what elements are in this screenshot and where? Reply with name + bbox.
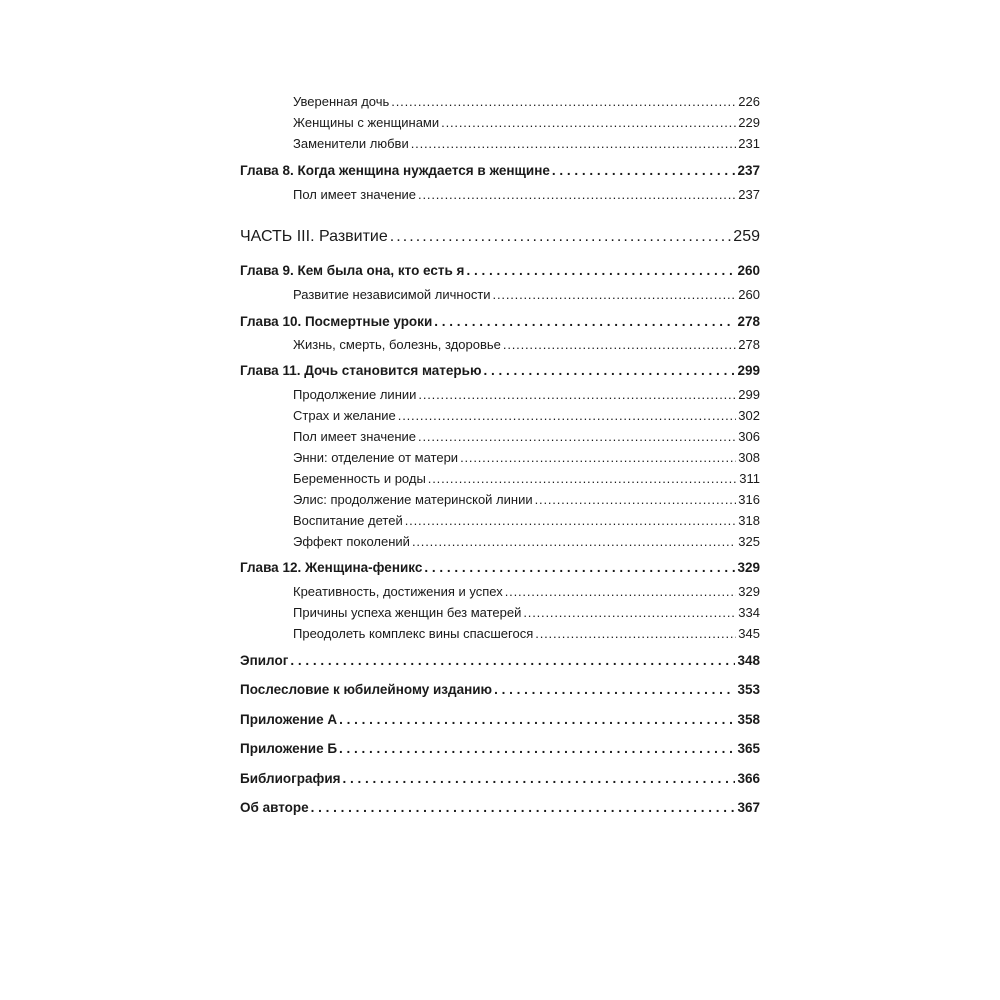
toc-entry-title: Об авторе <box>240 800 309 815</box>
toc-entry-title: Элис: продолжение материнской линии <box>293 492 533 507</box>
toc-page-number: 325 <box>738 534 760 549</box>
toc-entry-title: Глава 10. Посмертные уроки <box>240 314 433 329</box>
toc-subsection <box>293 116 760 129</box>
toc-entry-title: Заменители любви <box>293 136 409 151</box>
toc-subsection <box>293 137 760 150</box>
toc-entry-title: Пол имеет значение <box>293 429 417 444</box>
dot-leader <box>418 430 736 443</box>
dot-leader <box>339 713 735 727</box>
toc-entry-title: Жизнь, смерть, болезнь, здоровье <box>293 337 501 352</box>
toc-part <box>240 229 760 245</box>
toc-subsection <box>293 95 760 108</box>
toc-page-number: 329 <box>738 584 760 599</box>
toc-entry-title: Эффект поколений <box>293 534 410 549</box>
toc-entry-title: Пол имеет значение <box>293 187 417 202</box>
toc-entry-title: Преодолеть комплекс вины спасшегося <box>293 626 534 641</box>
dot-leader <box>339 742 735 756</box>
dot-leader <box>494 683 735 697</box>
dot-leader <box>460 451 736 464</box>
toc-page-number: 259 <box>733 228 760 245</box>
toc-entry-title: Глава 8. Когда женщина нуждается в женщине <box>240 163 550 178</box>
toc-page-number: 308 <box>738 450 760 465</box>
dot-leader <box>411 137 737 150</box>
dot-leader <box>523 606 736 619</box>
toc-page-number: 353 <box>737 682 760 697</box>
toc-page-number: 237 <box>738 187 760 202</box>
dot-leader <box>412 535 736 548</box>
toc-page-number: 366 <box>737 771 760 786</box>
toc-chapter <box>240 772 760 786</box>
dot-leader <box>290 654 735 668</box>
toc-page-number: 299 <box>738 387 760 402</box>
toc-page-number: 316 <box>738 492 760 507</box>
toc-subsection <box>293 338 760 351</box>
toc-chapter <box>240 654 760 668</box>
toc-subsection <box>293 535 760 548</box>
toc-page-number: 278 <box>737 314 760 329</box>
toc-entry-title: Глава 12. Женщина-феникс <box>240 560 423 575</box>
toc-page-number: 329 <box>737 560 760 575</box>
toc-entry-title: Приложение А <box>240 712 338 727</box>
toc-subsection <box>293 409 760 422</box>
toc-entry-title: Библиография <box>240 771 341 786</box>
toc-subsection <box>293 472 760 485</box>
dot-leader <box>505 585 737 598</box>
toc-entry-title: Причины успеха женщин без матерей <box>293 605 522 620</box>
dot-leader <box>552 164 736 178</box>
toc-chapter <box>240 264 760 278</box>
dot-leader <box>466 264 735 278</box>
dot-leader <box>428 472 737 485</box>
toc-entry-title: Продолжение линии <box>293 387 417 402</box>
dot-leader <box>343 772 736 786</box>
toc-page-number: 260 <box>737 263 760 278</box>
toc-page-number: 229 <box>738 115 760 130</box>
toc-entry-title: Беременность и роды <box>293 471 426 486</box>
toc-entry-title: Глава 9. Кем была она, кто есть я <box>240 263 465 278</box>
toc-subsection <box>293 514 760 527</box>
toc-entry-title: Воспитание детей <box>293 513 403 528</box>
toc-chapter <box>240 742 760 756</box>
toc-entry-title: Женщины с женщинами <box>293 115 440 130</box>
toc-chapter <box>240 801 760 815</box>
toc-entry-title: Приложение Б <box>240 741 338 756</box>
toc-page-number: 237 <box>737 163 760 178</box>
toc-page-number: 231 <box>738 136 760 151</box>
dot-leader <box>418 188 736 201</box>
dot-leader <box>390 229 732 245</box>
toc-chapter <box>240 683 760 697</box>
dot-leader <box>424 561 735 575</box>
toc-subsection <box>293 627 760 640</box>
toc-subsection <box>293 430 760 443</box>
toc-page-number: 318 <box>738 513 760 528</box>
dot-leader <box>398 409 737 422</box>
toc-page-number: 367 <box>737 800 760 815</box>
dot-leader <box>405 514 737 527</box>
toc-subsection <box>293 188 760 201</box>
toc-subsection <box>293 451 760 464</box>
toc-subsection <box>293 388 760 401</box>
toc-entry-title: Послесловие к юбилейному изданию <box>240 682 493 697</box>
toc-page-number: 345 <box>738 626 760 641</box>
toc-subsection <box>293 493 760 506</box>
dot-leader <box>441 116 736 129</box>
toc-chapter <box>240 561 760 575</box>
toc-page-number: 260 <box>738 287 760 302</box>
toc-entry-title: Глава 11. Дочь становится матерью <box>240 363 482 378</box>
toc-subsection <box>293 606 760 619</box>
toc-page-number: 306 <box>738 429 760 444</box>
toc-chapter <box>240 713 760 727</box>
dot-leader <box>535 627 736 640</box>
toc-page-number: 226 <box>738 94 760 109</box>
dot-leader <box>535 493 737 506</box>
toc-page-number: 311 <box>739 471 760 486</box>
toc-page-number: 365 <box>737 741 760 756</box>
toc-page-number: 278 <box>738 337 760 352</box>
toc-page-number: 348 <box>737 653 760 668</box>
dot-leader <box>311 801 736 815</box>
toc-entry-title: Энни: отделение от матери <box>293 450 459 465</box>
dot-leader <box>493 288 737 301</box>
toc-chapter <box>240 364 760 378</box>
toc-entry-title: ЧАСТЬ III. Развитие <box>240 228 388 245</box>
toc-subsection <box>293 585 760 598</box>
toc-subsection <box>293 288 760 301</box>
toc-entry-title: Креативность, достижения и успех <box>293 584 503 599</box>
toc-entry-title: Эпилог <box>240 653 289 668</box>
toc-entry-title: Развитие независимой личности <box>293 287 491 302</box>
toc-page-number: 358 <box>737 712 760 727</box>
toc-chapter <box>240 315 760 329</box>
dot-leader <box>484 364 736 378</box>
dot-leader <box>503 338 736 351</box>
toc-page-number: 334 <box>738 605 760 620</box>
toc-chapter <box>240 164 760 178</box>
dot-leader <box>418 388 736 401</box>
dot-leader <box>434 315 735 329</box>
toc-page-number: 302 <box>738 408 760 423</box>
toc-page-number: 299 <box>737 363 760 378</box>
dot-leader <box>391 95 736 108</box>
toc-entry-title: Страх и желание <box>293 408 396 423</box>
toc-entry-title: Уверенная дочь <box>293 94 390 109</box>
